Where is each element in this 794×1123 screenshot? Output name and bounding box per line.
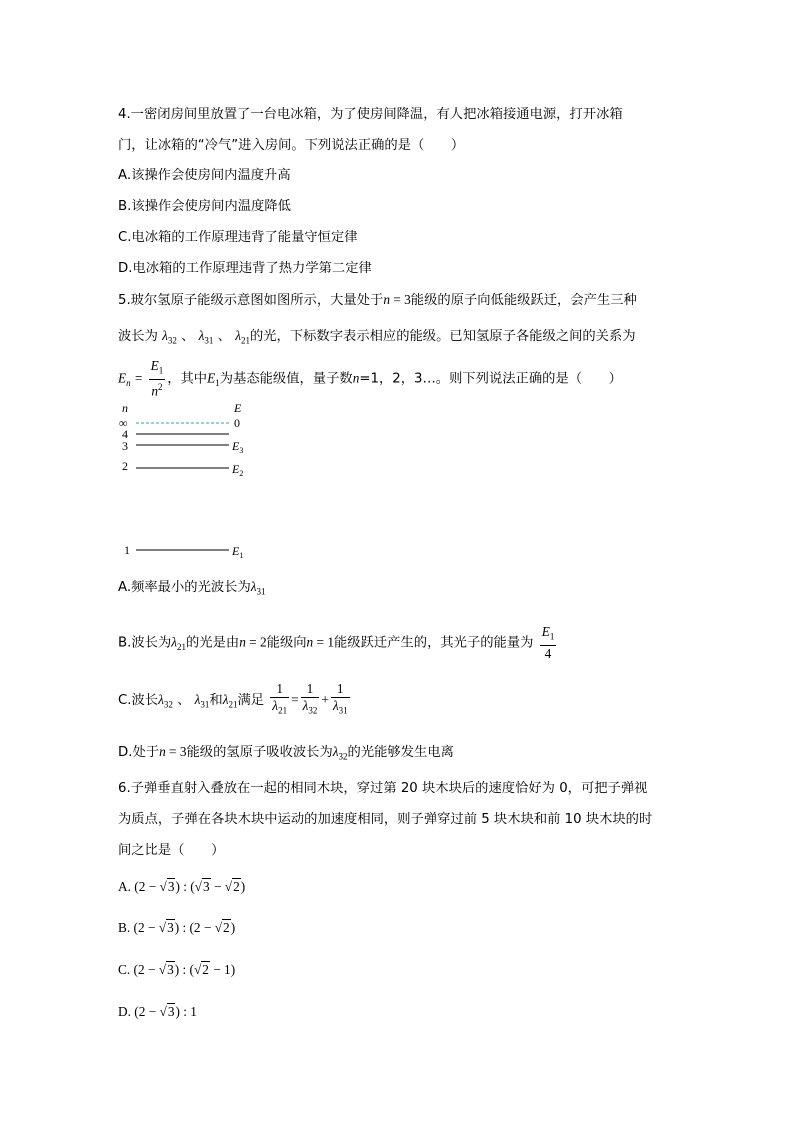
q6-stem-line3: 间之比是（ ） <box>118 843 225 858</box>
q5-option-d: D.处于n = 3能级的氢原子吸收波长为$\lambda_{32}$的光能够发生电离 <box>118 744 454 762</box>
q4-stem-line2: 门，让冰箱的“冷气”进入房间。下列说法正确的是（ ） <box>118 138 465 153</box>
q6-stem-line2: 为质点，子弹在各块木块中运动的加速度相同，则子弹穿过前 5 块木块和前 10 块木块的时 <box>118 812 653 827</box>
q5-option-b: B.波长为$\lambda_{21}$的光是由n = 2能级向n = 1能级跃迁产生的，其光子的能量为 $\frac{E_1}{4}$ <box>118 624 555 661</box>
q6-stem-line1: 6.子弹垂直射入叠放在一起的相同木块，穿过第 20 块木块后的速度恰好为 0，可把子弹视 <box>118 781 648 796</box>
frac-1-over-l32: $\frac{1}{\lambda_{32}}$ <box>302 681 318 716</box>
diagram-e3-label: $E_3$ <box>232 439 244 455</box>
q4-stem-line1: 4.一密闭房间里放置了一台电冰箱，为了使房间降温，有人把冰箱接通电源，打开冰箱 <box>118 107 623 122</box>
diagram-e2-label: $E_2$ <box>232 462 244 478</box>
q5-stem-line1: 5.玻尔氢原子能级示意图如图所示，大量处于n = 3能级的原子向低能级跃迁，会产生三种 <box>118 292 637 308</box>
diagram-level-1: 1 <box>124 543 130 557</box>
frac-1-over-l21: $\frac{1}{\lambda_{21}}$ <box>272 681 288 716</box>
q6-option-a: A. (2 − √3) : (√3 − √2) <box>118 879 246 894</box>
diagram-n-header: n <box>122 401 128 415</box>
diagram-level-2: 2 <box>122 459 128 473</box>
diagram-level-4: 4 <box>122 427 128 441</box>
diagram-e-header: E <box>234 401 242 415</box>
q6-option-b: B. (2 − √3) : (2 − √2) <box>118 920 236 935</box>
frac-1-over-l31: $\frac{1}{\lambda_{31}}$ <box>332 681 348 716</box>
q5-option-a: A.频率最小的光波长为$\lambda_{31}$ <box>118 579 266 597</box>
q5-stem-line3: $E_n$ = $\frac{E_1}{n^2}$ ，其中$E_1$为基态能级值，量子数n=1，2，3…。则下列说法正确的是（ ） <box>118 358 622 399</box>
diagram-e1-label: $E_1$ <box>232 544 244 560</box>
q6-option-c: C. (2 − √3) : (√2 − 1) <box>118 962 236 977</box>
diagram-inf-label: ∞ <box>119 416 128 430</box>
q5-stem-line2: 波长为 $\lambda_{32}$ 、 $\lambda_{31}$ 、 $\lambda_{21}$的光，下标数字表示相应的能级。已知氢原子各能级之间的关系为 <box>118 328 636 346</box>
q6-option-d: D. (2 − √3) : 1 <box>118 1004 197 1019</box>
q4-option-c: C.电冰箱的工作原理违背了能量守恒定律 <box>118 230 358 245</box>
q4-option-b: B.该操作会使房间内温度降低 <box>118 199 291 214</box>
energy-formula-fraction: $\frac{E_1}{n^2}$ <box>150 358 164 399</box>
photon-energy-fraction: $\frac{E_1}{4}$ <box>541 624 555 661</box>
diagram-level-3: 3 <box>122 439 128 453</box>
q4-option-a: A.该操作会使房间内温度升高 <box>118 168 291 183</box>
diagram-zero-label: 0 <box>234 416 240 430</box>
q5-option-c: C.波长$\lambda_{32}$ 、 $\lambda_{31}$和$\lambda_{21}$满足 $\frac{1}{\lambda_{21}}$ = $\frac{1}{\lambda_{32}}$ + $\frac{1}{\lambda_{31}}$ <box>118 680 352 720</box>
q4-option-d: D.电冰箱的工作原理违背了热力学第二定律 <box>118 261 372 276</box>
energy-level-diagram <box>110 398 270 563</box>
